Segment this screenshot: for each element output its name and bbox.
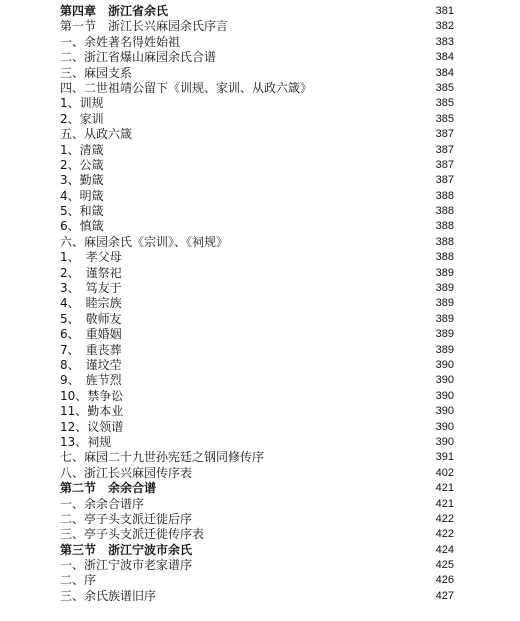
table-of-contents <box>60 4 454 604</box>
toc-page-number: 390 <box>435 374 454 387</box>
toc-entry-label: 三、亭子头支派迁徙传序表 <box>60 527 205 542</box>
toc-entry-label: 5、和箴 <box>60 204 104 219</box>
toc-entry-label: 1、 孝父母 <box>60 250 122 265</box>
toc-entry <box>60 389 454 404</box>
toc-entry <box>60 158 454 173</box>
toc-entry-label: 第四章 浙江省余氏 <box>60 4 169 18</box>
toc-entry <box>60 420 454 435</box>
toc-entry <box>60 527 454 542</box>
toc-entry <box>60 96 454 111</box>
toc-page-number: 425 <box>435 559 454 572</box>
toc-page-number: 390 <box>435 435 454 448</box>
toc-entry-label: 5、 敬师友 <box>60 311 122 326</box>
toc-entry-label: 8、 谨坟茔 <box>60 357 122 372</box>
toc-entry-label: 七、麻园二十九世孙宪廷之钢同修传序 <box>60 450 265 465</box>
toc-entry-label: 6、 重婚姻 <box>60 327 122 342</box>
toc-page-number: 389 <box>435 266 454 279</box>
toc-page-number: 388 <box>435 205 454 218</box>
toc-entry-label: 2、家训 <box>60 111 104 126</box>
toc-entry <box>60 19 454 34</box>
toc-entry <box>60 189 454 204</box>
toc-page-number: 388 <box>435 235 454 248</box>
toc-page-number: 389 <box>435 282 454 295</box>
toc-entry <box>60 66 454 81</box>
toc-page-number: 383 <box>435 35 454 48</box>
toc-entry <box>60 127 454 142</box>
toc-entry-label: 3、勤箴 <box>60 173 104 188</box>
toc-entry-label: 三、麻园支系 <box>60 65 133 80</box>
toc-entry-label: 3、 笃友于 <box>60 281 122 296</box>
toc-entry-label: 二、浙江省爆山麻园余氏合谱 <box>60 50 217 65</box>
toc-entry <box>60 312 454 327</box>
toc-entry-label: 9、 旌节烈 <box>60 373 122 388</box>
toc-entry-label: 4、 睦宗族 <box>60 296 122 311</box>
toc-entry-label: 1、训规 <box>60 96 104 111</box>
toc-page-number: 389 <box>435 312 454 325</box>
toc-entry-label: 2、公箴 <box>60 157 104 172</box>
toc-page-number: 424 <box>435 543 454 556</box>
toc-entry <box>60 327 454 342</box>
toc-page-number: 388 <box>435 251 454 264</box>
toc-page-number: 390 <box>435 389 454 402</box>
toc-page-number: 388 <box>435 220 454 233</box>
toc-entry <box>60 558 454 573</box>
toc-entry-label: 6、慎箴 <box>60 219 104 234</box>
toc-page-number: 390 <box>435 420 454 433</box>
toc-entry-label: 二、序 <box>60 573 97 588</box>
toc-section-heading <box>60 4 454 19</box>
toc-entry-label: 2、 谨祭祀 <box>60 265 122 280</box>
toc-entry <box>60 112 454 127</box>
toc-page-number: 384 <box>435 66 454 79</box>
toc-page-number: 381 <box>435 5 454 17</box>
toc-page-number: 387 <box>435 143 454 156</box>
toc-page-number: 422 <box>435 512 454 525</box>
toc-entry <box>60 573 454 588</box>
toc-page-number: 387 <box>435 174 454 187</box>
toc-entry-label: 五、从政六箴 <box>60 127 133 142</box>
toc-entry <box>60 250 454 265</box>
toc-entry-label: 二、亭子头支派迁徙后序 <box>60 511 193 526</box>
toc-entry-label: 1、清箴 <box>60 142 104 157</box>
toc-page-number: 422 <box>435 528 454 541</box>
toc-page-number: 426 <box>435 574 454 587</box>
toc-entry-label: 六、麻园余氏《宗训》、《祠规》 <box>60 234 229 249</box>
toc-page-number: 390 <box>435 405 454 418</box>
toc-entry-label: 第一节 浙江长兴麻园余氏序言 <box>60 19 229 34</box>
toc-entry-label: 一、余姓著名得姓始祖 <box>60 34 181 49</box>
toc-page-number: 388 <box>435 189 454 202</box>
toc-entry <box>60 219 454 234</box>
toc-entry <box>60 266 454 281</box>
toc-entry-label: 一、浙江宁波市老家谱序 <box>60 558 193 573</box>
toc-page-number: 390 <box>435 358 454 371</box>
toc-entry-label: 13、祠规 <box>60 434 112 449</box>
toc-entry <box>60 435 454 450</box>
toc-entry-label: 10、禁争讼 <box>60 388 124 403</box>
toc-entry <box>60 50 454 65</box>
toc-page-number: 389 <box>435 297 454 310</box>
toc-entry-label: 第二节 余余合谱 <box>60 481 157 496</box>
toc-entry-label: 7、 重丧葬 <box>60 342 122 357</box>
toc-entry <box>60 466 454 481</box>
toc-entry <box>60 373 454 388</box>
toc-entry-label: 第三节 浙江宁波市余氏 <box>60 542 193 557</box>
toc-entry-label: 一、余余合谱序 <box>60 496 145 511</box>
toc-page-number: 387 <box>435 158 454 171</box>
toc-entry <box>60 281 454 296</box>
toc-entry <box>60 35 454 50</box>
toc-entry-label: 三、余氏族谱旧序 <box>60 588 157 603</box>
toc-page-number: 389 <box>435 328 454 341</box>
toc-page-number: 402 <box>435 466 454 479</box>
toc-page-number: 385 <box>435 97 454 110</box>
toc-page-number: 421 <box>435 482 454 495</box>
toc-page-number: 385 <box>435 81 454 94</box>
toc-entry <box>60 204 454 219</box>
toc-entry <box>60 143 454 158</box>
toc-entry-label: 4、明箴 <box>60 188 104 203</box>
toc-page-number: 427 <box>435 589 454 602</box>
toc-section-heading <box>60 543 454 558</box>
toc-entry <box>60 296 454 311</box>
toc-entry <box>60 173 454 188</box>
toc-entry <box>60 450 454 465</box>
toc-entry-label: 11、勤本业 <box>60 404 124 419</box>
toc-page-number: 387 <box>435 128 454 141</box>
toc-entry <box>60 512 454 527</box>
toc-page-number: 384 <box>435 51 454 64</box>
toc-entry-label: 四、二世祖靖公留下《训规、家训、从政六箴》 <box>60 80 313 95</box>
toc-entry-label: 12、议领谱 <box>60 419 124 434</box>
toc-entry <box>60 343 454 358</box>
toc-page-number: 391 <box>435 451 454 464</box>
toc-entry <box>60 235 454 250</box>
toc-entry <box>60 497 454 512</box>
toc-page-number: 385 <box>435 112 454 125</box>
toc-page-number: 389 <box>435 343 454 356</box>
toc-section-heading <box>60 481 454 496</box>
toc-entry-label: 八、浙江长兴麻园传序表 <box>60 465 193 480</box>
toc-entry <box>60 358 454 373</box>
toc-page-number: 421 <box>435 497 454 510</box>
toc-entry <box>60 404 454 419</box>
toc-entry <box>60 589 454 604</box>
toc-page-number: 382 <box>435 20 454 33</box>
toc-entry <box>60 81 454 96</box>
